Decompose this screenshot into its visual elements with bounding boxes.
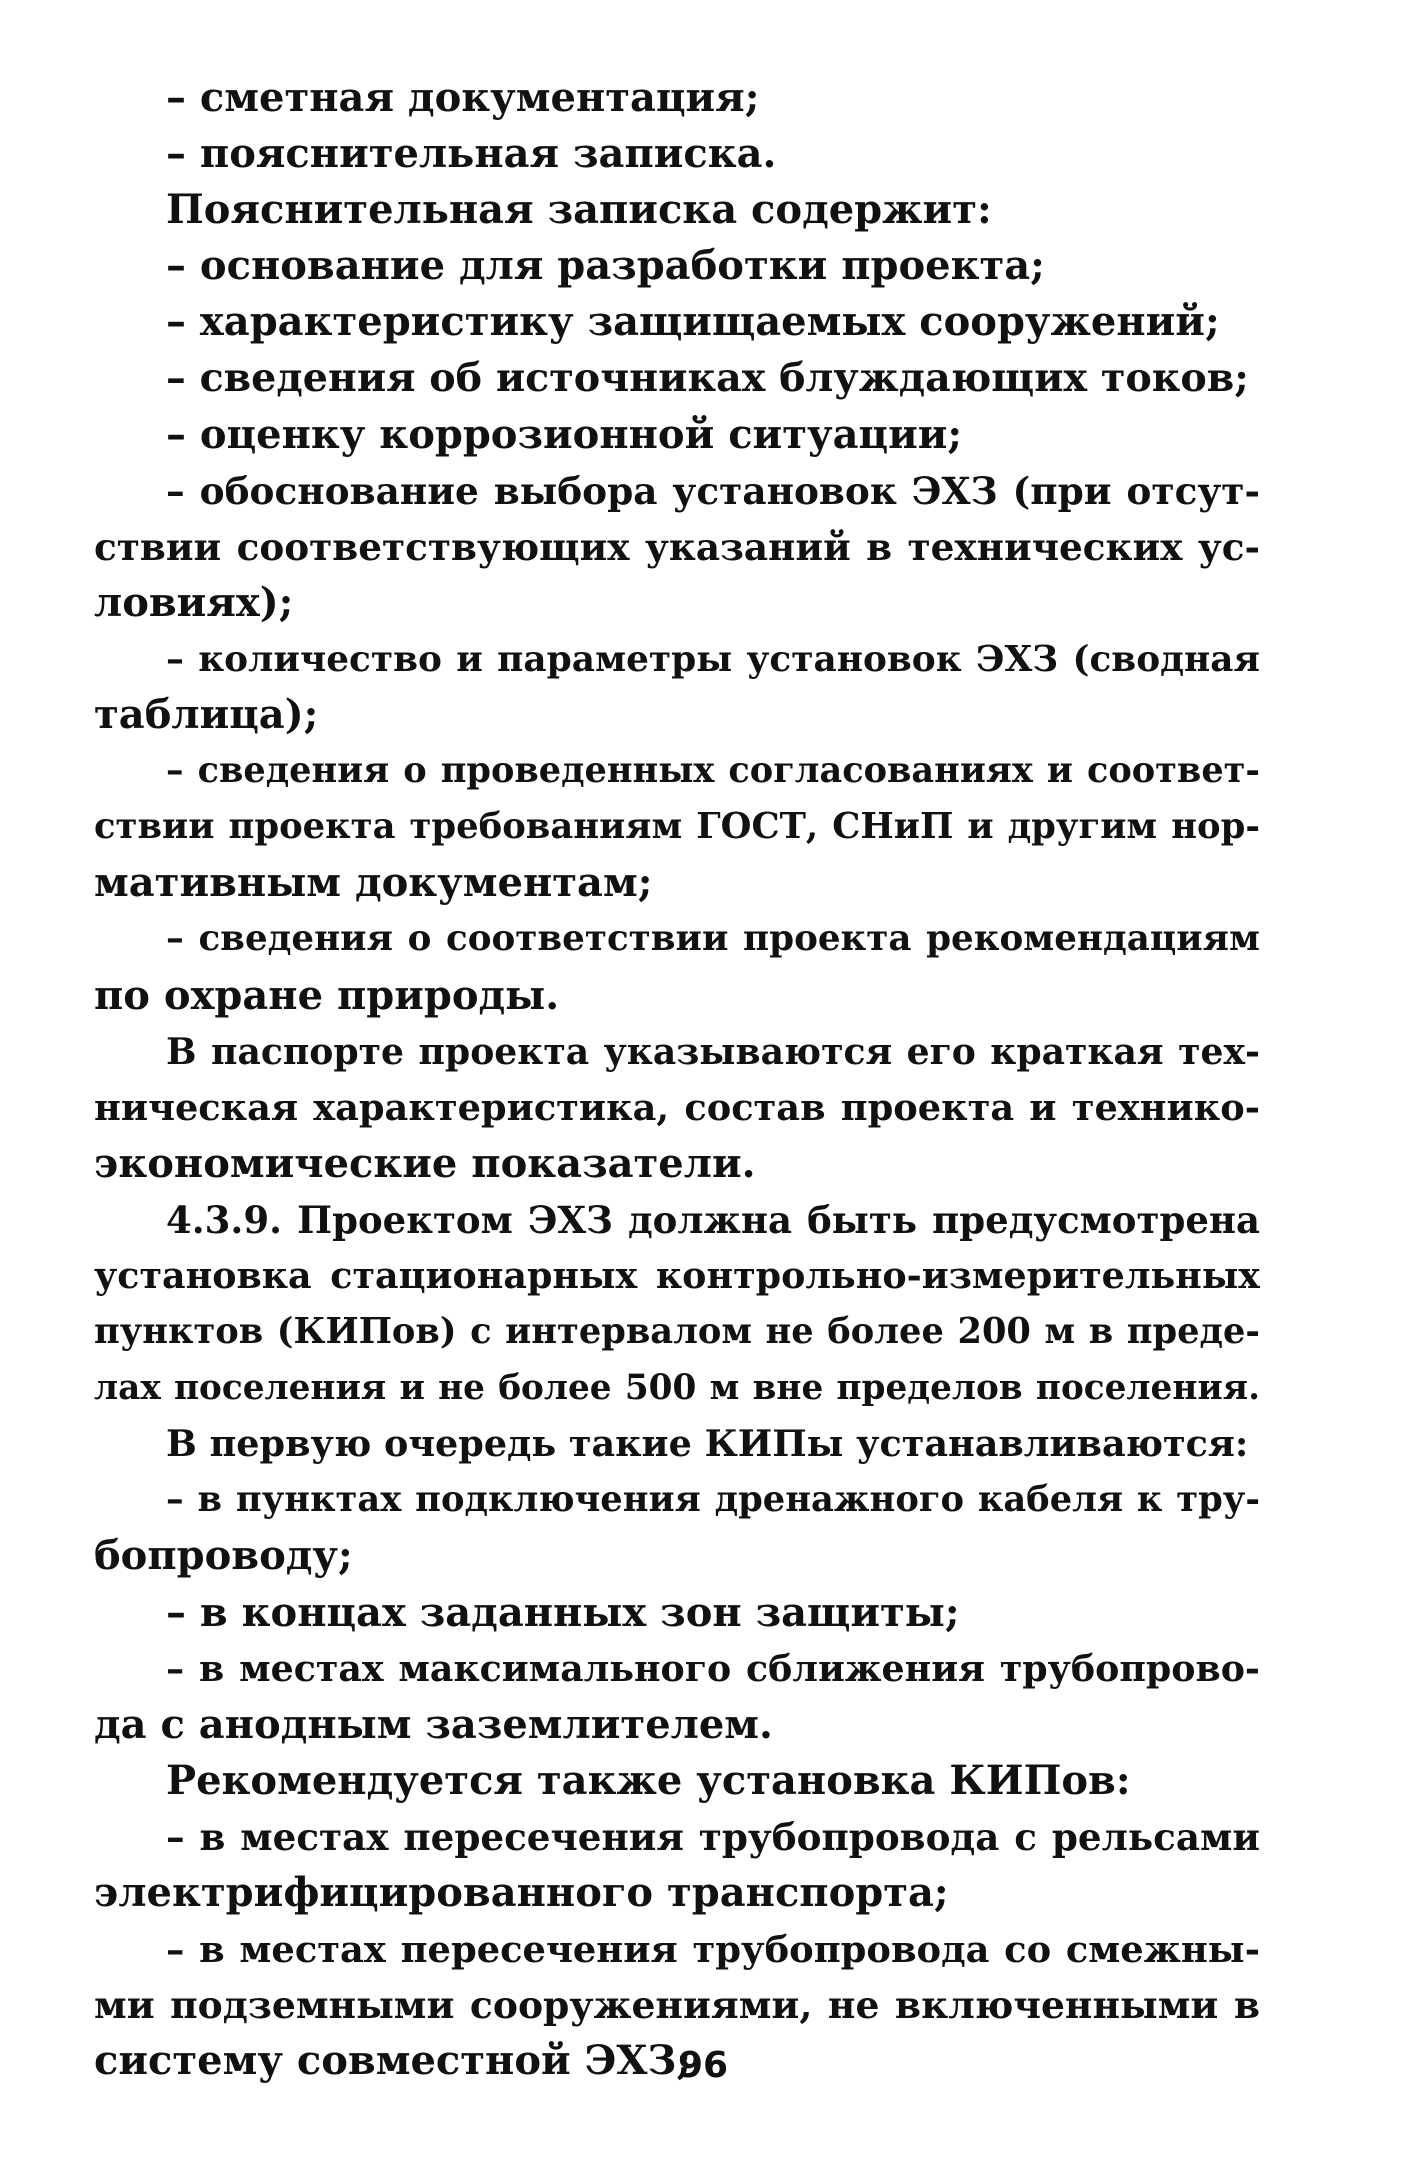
text-line: – сведения о соответствии проекта рекомендациям — [166, 918, 1260, 960]
text-line: по охране природы. — [94, 971, 560, 1019]
text-line: – в местах пересечения трубопровода со смежны- — [166, 1927, 1260, 1972]
text-line: систему совместной ЭХЗ; — [94, 2037, 692, 2085]
text-line: – в пунктах подключения дренажного кабеля к тру- — [166, 1479, 1260, 1521]
text-line: – количество и параметры установок ЭХЗ (сводная — [166, 637, 1260, 680]
text-line: – оценку коррозионной ситуации; — [166, 410, 963, 458]
page-number: 96 — [677, 2045, 729, 2086]
text-line: ствии проекта требованиям ГОСТ, СНиП и другим нор- — [94, 806, 1260, 848]
text-line: экономические показатели. — [94, 1139, 756, 1187]
text-line: электрифицированного транспорта; — [94, 1869, 949, 1916]
text-line: – в местах максимального сближения трубопрово- — [166, 1646, 1260, 1690]
text-line: мативным документам; — [94, 859, 653, 907]
text-line: Рекомендуется также установка КИПов: — [166, 1756, 1131, 1804]
text-line: – основание для разработки проекта; — [166, 242, 1045, 290]
text-line: – сметная документация; — [166, 74, 760, 121]
text-line: – обоснование выбора установок ЭХЗ (при отсут- — [166, 468, 1260, 513]
text-line: – пояснительная записка. — [166, 130, 777, 178]
text-line: В паспорте проекта указываются его краткая тех- — [166, 1029, 1260, 1073]
page-body-text — [94, 70, 1260, 2089]
text-line: – в концах заданных зон защиты; — [166, 1588, 960, 1636]
text-line: ническая характеристика, состав проекта и технико- — [94, 1085, 1260, 1129]
text-line: бопроводу; — [94, 1532, 353, 1580]
text-line: ловиях); — [94, 578, 294, 626]
text-line: – сведения о проведенных согласованиях и соответ- — [166, 750, 1260, 792]
text-line: Пояснительная записка содержит: — [166, 186, 992, 234]
text-line: лах поселения и не более 500 м вне пределов поселения. — [94, 1368, 1260, 1409]
text-line: таблица); — [94, 691, 319, 739]
text-line: да с анодным заземлителем. — [94, 1700, 773, 1748]
text-line: – характеристику защищаемых сооружений; — [166, 298, 1220, 346]
text-line: установка стационарных контрольно-измерительных — [94, 1253, 1260, 1297]
text-line: – сведения об источниках блуждающих токов; — [166, 355, 1249, 402]
text-line: 4.3.9. Проектом ЭХЗ должна быть предусмотрена — [166, 1197, 1260, 1242]
text-line: ствии соответствующих указаний в технических ус- — [94, 524, 1260, 569]
text-line: пунктов (КИПов) с интервалом не более 200 м в преде- — [94, 1311, 1260, 1353]
text-line: В первую очередь такие КИПы устанавливаются: — [166, 1422, 1249, 1466]
text-line: – в местах пересечения трубопровода с рельсами — [166, 1814, 1260, 1859]
text-line: ми подземными сооружениями, не включенными в — [94, 1983, 1260, 2028]
